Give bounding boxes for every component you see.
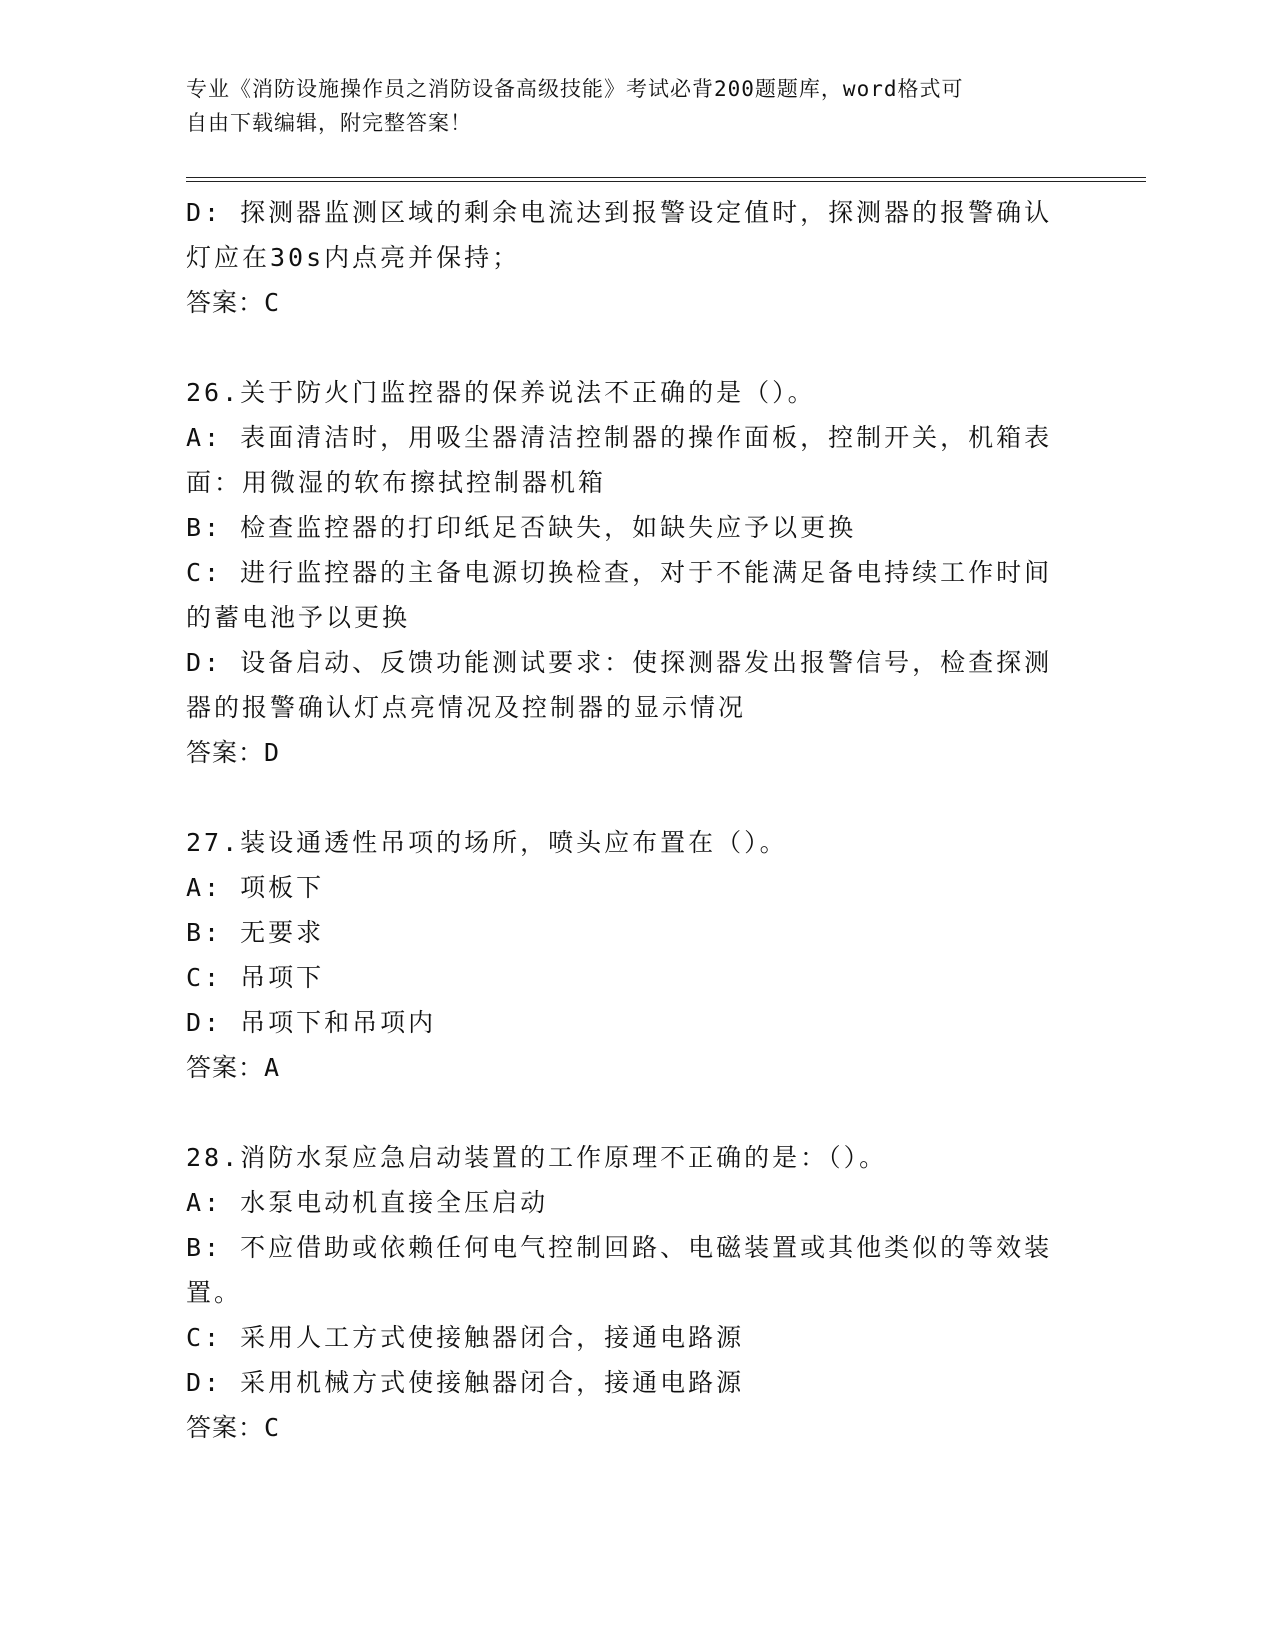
header-title-line-2: 自由下载编辑，附完整答案！ xyxy=(186,111,472,135)
question-list xyxy=(186,190,1106,1450)
option-c-line-2: 的蓄电池予以更换 xyxy=(186,603,411,632)
spacer xyxy=(186,775,1106,820)
option-a-line-1: A: 项板下 xyxy=(186,873,325,902)
option-d-line-1: D: 设备启动、反馈功能测试要求：使探测器发出报警信号，检查探测 xyxy=(186,648,1053,677)
continued-question xyxy=(186,190,1106,325)
option-b-line-2: 置。 xyxy=(186,1278,243,1307)
option-d-line-1: D: 吊项下和吊项内 xyxy=(186,1008,437,1037)
option-a-line-2: 面：用微湿的软布擦拭控制器机箱 xyxy=(186,468,607,497)
question-26 xyxy=(186,370,1106,775)
answer-line: 答案：C xyxy=(186,288,281,317)
option-a-line-1: A: 水泵电动机直接全压启动 xyxy=(186,1188,549,1217)
answer-line: 答案：C xyxy=(186,1413,281,1442)
question-27 xyxy=(186,820,1106,1090)
option-d-line-1: D: 探测器监测区域的剩余电流达到报警设定值时，探测器的报警确认 xyxy=(186,198,1053,227)
option-b-line-1: B: 不应借助或依赖任何电气控制回路、电磁装置或其他类似的等效装 xyxy=(186,1233,1053,1262)
question-stem: 27.装设通透性吊项的场所，喷头应布置在（）。 xyxy=(186,828,788,857)
page-header xyxy=(186,72,1066,140)
spacer xyxy=(186,1090,1106,1135)
question-stem: 28.消防水泵应急启动装置的工作原理不正确的是：（）。 xyxy=(186,1143,888,1172)
option-a-line-1: A: 表面清洁时，用吸尘器清洁控制器的操作面板，控制开关，机箱表 xyxy=(186,423,1053,452)
option-c-line-1: C: 进行监控器的主备电源切换检查，对于不能满足备电持续工作时间 xyxy=(186,558,1053,587)
option-c-line-1: C: 采用人工方式使接触器闭合，接通电路源 xyxy=(186,1323,745,1352)
option-c-line-1: C: 吊项下 xyxy=(186,963,325,992)
option-b-line-1: B: 无要求 xyxy=(186,918,325,947)
option-d-line-2: 灯应在30s内点亮并保持； xyxy=(186,243,521,272)
spacer xyxy=(186,325,1106,370)
option-d-line-1: D: 采用机械方式使接触器闭合，接通电路源 xyxy=(186,1368,745,1397)
answer-line: 答案：D xyxy=(186,738,281,767)
option-b-line-1: B: 检查监控器的打印纸足否缺失，如缺失应予以更换 xyxy=(186,513,857,542)
question-28 xyxy=(186,1135,1106,1450)
option-d-line-2: 器的报警确认灯点亮情况及控制器的显示情况 xyxy=(186,693,747,722)
question-stem: 26.关于防火门监控器的保养说法不正确的是（）。 xyxy=(186,378,816,407)
header-title-line-1: 专业《消防设施操作员之消防设备高级技能》考试必背200题题库，word格式可 xyxy=(186,77,964,101)
answer-line: 答案：A xyxy=(186,1053,281,1082)
header-double-rule xyxy=(186,177,1146,182)
